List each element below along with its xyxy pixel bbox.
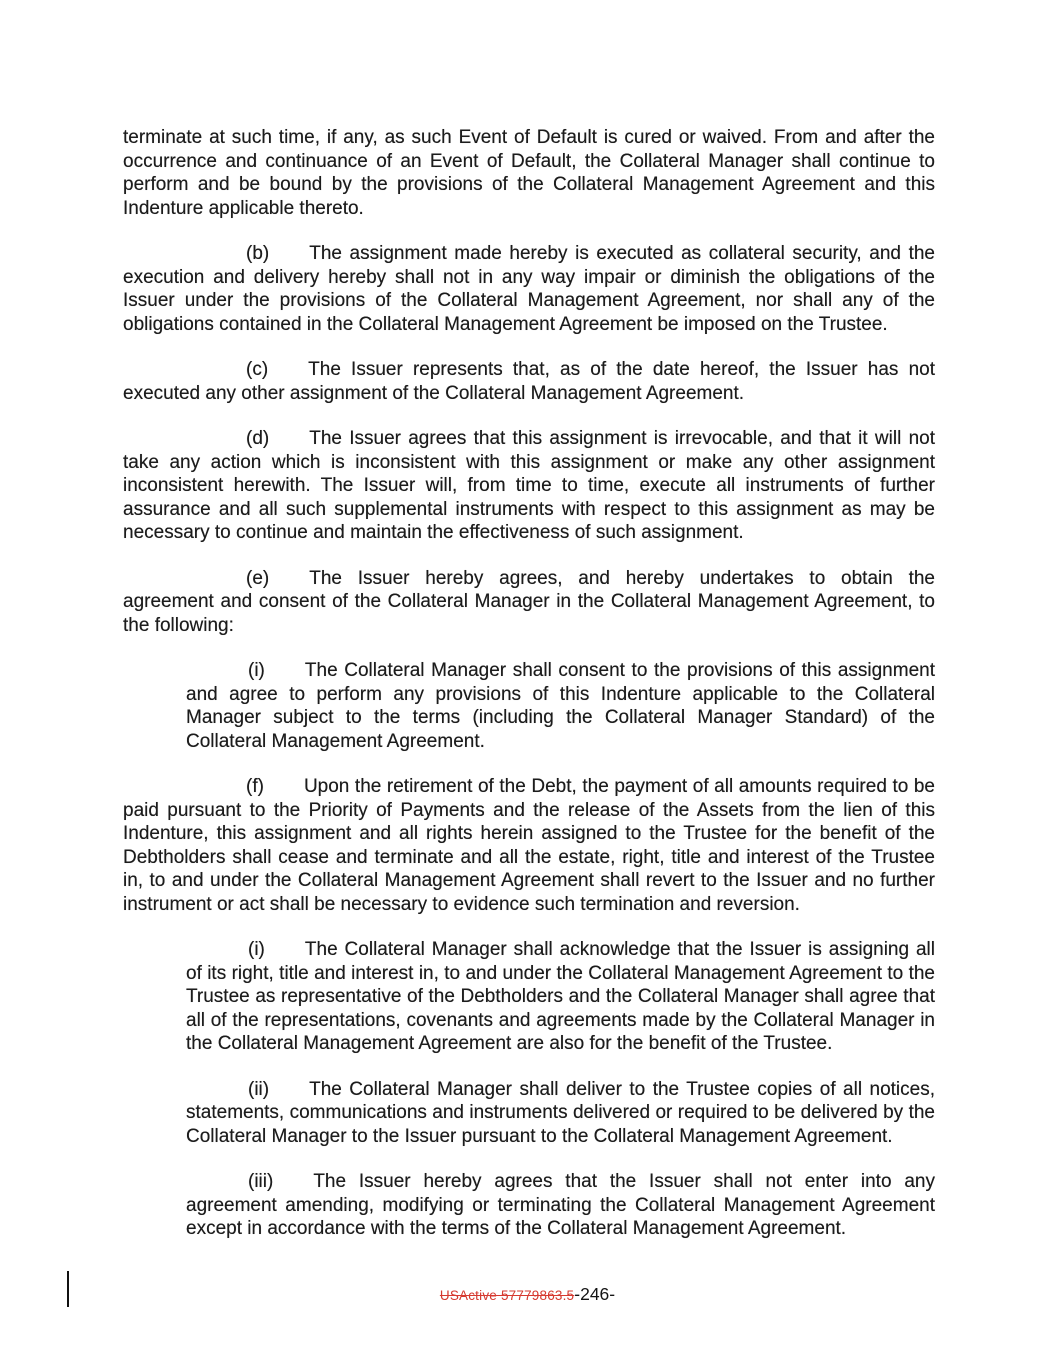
paragraph-label: (d)	[246, 428, 270, 449]
paragraph-text: The Issuer agrees that this assignment is irrevocable, and that it will not take any action which is inconsistent with this assignment or make any other assignment inconsistent herewith. The Issuer will, from time to time, execute all instruments of further assurance and all such supplemental instruments with respect to this assignment as may be necessary to continue and maintain the effectiveness of such assignment.	[123, 428, 935, 543]
body-paragraph	[123, 126, 935, 220]
paragraph-text: The Issuer hereby agrees, and hereby undertakes to obtain the agreement and consent of the Collateral Manager in the Collateral Management Agreement, to the following:	[123, 567, 935, 636]
paragraph-label: (f)	[246, 776, 264, 797]
paragraph-text: The assignment made hereby is executed as collateral security, and the execution and delivery hereby shall not in any way impair or diminish the obligations of the Issuer under the provisions of the Collateral Management Agreement, nor shall any of the obligations contained in the Collateral Management Agreement be imposed on the Trustee.	[123, 243, 935, 335]
body-paragraph	[123, 427, 935, 545]
body-subparagraph	[186, 938, 935, 1056]
body-paragraph	[123, 242, 935, 336]
paragraph-label: (iii)	[248, 1171, 274, 1192]
paragraph-text: The Issuer hereby agrees that the Issuer shall not enter into any agreement amending, modifying or terminating the Collateral Management Agreement except in accordance with the terms of the Collateral Management Agreement.	[186, 1171, 935, 1239]
page-number: -246-	[574, 1284, 616, 1304]
paragraph-text: Upon the retirement of the Debt, the payment of all amounts required to be paid pursuant to the Priority of Payments and the release of the Assets from the lien of this Indenture, this assignment and all rights herein assigned to the Trustee for the benefit of the Debtholders shall cease and terminate and all the estate, right, title and interest of the Trustee in, to and under the Collateral Management Agreement shall revert to the Issuer and no further instrument or act shall be necessary to evidence such termination and reversion.	[123, 776, 935, 915]
paragraph-label: (c)	[246, 359, 269, 380]
paragraph-label: (i)	[248, 660, 265, 681]
body-subparagraph	[186, 1170, 935, 1241]
paragraph-label: (b)	[246, 243, 270, 264]
paragraph-label: (i)	[248, 939, 265, 960]
body-paragraph	[123, 358, 935, 405]
paragraph-text: The Collateral Manager shall acknowledge that the Issuer is assigning all of its right, title and interest in, to and under the Collateral Management Agreement to the Trustee as representative of the Debtholders and the Collateral Manager shall agree that all of the representations, covenants and agreements made by the Collateral Manager in the Collateral Management Agreement are also for the benefit of the Trustee.	[186, 939, 935, 1054]
paragraph-text: terminate at such time, if any, as such Event of Default is cured or waived. From and after the occurrence and continuance of an Event of Default, the Collateral Manager shall continue to perform and be bound by the provisions of the Collateral Management Agreement and this Indenture applicable thereto.	[123, 127, 935, 219]
paragraph-label: (e)	[246, 567, 270, 589]
body-paragraph	[123, 775, 935, 916]
page-footer	[0, 1284, 1055, 1305]
document-body	[123, 126, 935, 1263]
paragraph-text: The Collateral Manager shall consent to the provisions of this assignment and agree to perform any provisions of this Indenture applicable to the Collateral Manager subject to the terms (including the Collateral Manager Standard) of the Collateral Management Agreement.	[186, 660, 935, 752]
docid-stamp: USActive 57779863.5	[439, 1288, 575, 1303]
paragraph-text: The Issuer represents that, as of the date hereof, the Issuer has not executed any other assignment of the Collateral Management Agreement.	[123, 359, 935, 404]
paragraph-label: (ii)	[248, 1078, 270, 1100]
paragraph-text: The Collateral Manager shall deliver to the Trustee copies of all notices, statements, communications and instruments delivered or required to be delivered by the Collateral Manager to the Issuer pursuant to the Collateral Management Agreement.	[186, 1078, 935, 1147]
body-subparagraph	[186, 1078, 935, 1149]
body-subparagraph	[186, 659, 935, 753]
body-paragraph	[123, 567, 935, 638]
